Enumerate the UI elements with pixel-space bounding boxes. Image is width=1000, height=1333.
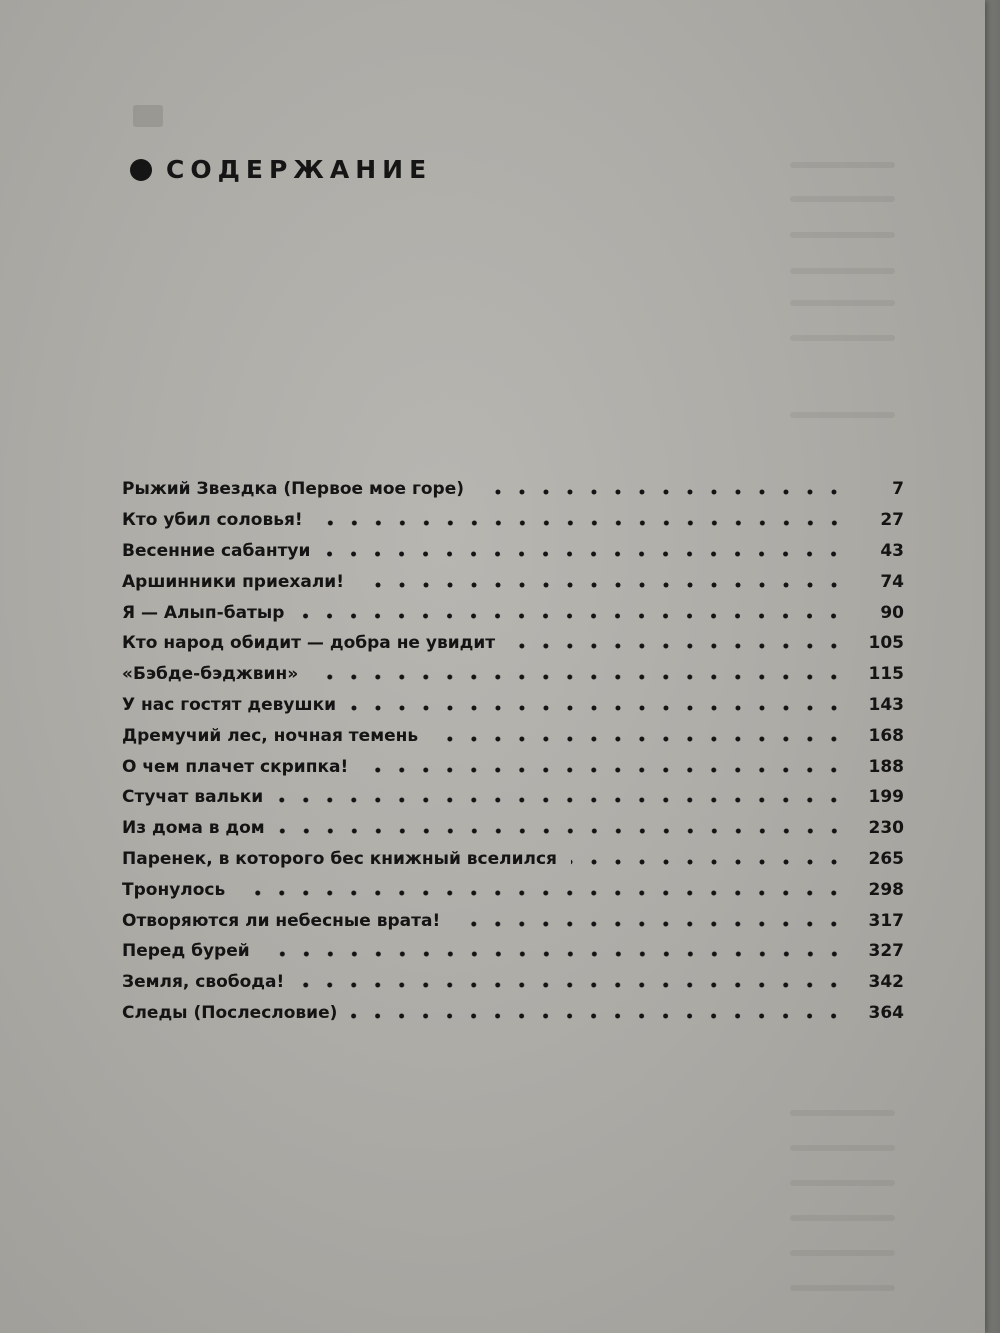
toc-entry-title: У нас гостят девушки (122, 694, 337, 715)
dot-leader (239, 889, 846, 897)
toc-entry (122, 998, 904, 1029)
toc-entry-page: 342 (868, 972, 904, 993)
toc-entry-page: 143 (868, 694, 904, 715)
toc-entry-page: 105 (868, 633, 904, 654)
toc-entry-page: 327 (868, 941, 904, 962)
show-through-line (790, 412, 895, 418)
toc-entry-title: О чем плачет скрипка! (122, 756, 349, 777)
toc-entry (122, 813, 904, 844)
show-through-line (790, 335, 895, 341)
toc-entry-page: 364 (868, 1002, 904, 1023)
toc-entry (122, 659, 904, 690)
dot-leader (350, 704, 846, 712)
dot-leader (454, 920, 846, 928)
toc-entry-title: Перед бурей (122, 941, 250, 962)
show-through-mark (133, 105, 163, 127)
toc-entry-title: Стучат вальки (122, 787, 264, 808)
toc-entry-title: Следы (Послесловие) (122, 1002, 338, 1023)
toc-entry (122, 566, 904, 597)
toc-entry-title: «Бэбде-бэджвин» (122, 664, 299, 685)
contents-heading (130, 155, 432, 184)
toc-entry-page: 199 (868, 787, 904, 808)
dot-leader (312, 673, 846, 681)
toc-entry-title: Кто народ обидит — добра не увидит (122, 633, 496, 654)
toc-entry (122, 505, 904, 536)
dot-leader (277, 796, 846, 804)
toc-entry-page: 74 (880, 571, 904, 592)
toc-entry-title: Дремучий лес, ночная темень (122, 725, 419, 746)
toc-entry (122, 874, 904, 905)
dot-leader (571, 858, 846, 866)
show-through-line (790, 300, 895, 306)
toc-entry (122, 905, 904, 936)
toc-entry-page: 115 (868, 664, 904, 685)
toc-entry-page: 27 (880, 510, 904, 531)
toc-entry (122, 628, 904, 659)
table-of-contents (122, 474, 904, 1028)
toc-entry (122, 536, 904, 567)
toc-entry-page: 90 (880, 602, 904, 623)
dot-leader (264, 950, 846, 958)
show-through-line (790, 1180, 895, 1186)
show-through-line (790, 196, 895, 202)
dot-leader (317, 519, 846, 527)
toc-entry-title: Аршинники приехали! (122, 571, 344, 592)
toc-entry-title: Тронулось (122, 879, 226, 900)
dot-leader (509, 642, 846, 650)
show-through-line (790, 1215, 895, 1221)
toc-entry-title: Я — Алып-батыр (122, 602, 285, 623)
show-through-line (790, 1110, 895, 1116)
toc-entry (122, 782, 904, 813)
dot-leader (362, 766, 846, 774)
show-through-line (790, 1250, 895, 1256)
toc-entry-page: 168 (868, 725, 904, 746)
show-through-line (790, 1285, 895, 1291)
toc-entry-page: 230 (868, 818, 904, 839)
toc-entry-page: 188 (868, 756, 904, 777)
dot-leader (298, 981, 846, 989)
heading-text: СОДЕРЖАНИЕ (166, 155, 433, 184)
dot-leader (324, 550, 846, 558)
toc-entry-page: 43 (880, 540, 904, 561)
toc-entry (122, 936, 904, 967)
bullet-icon (130, 159, 152, 181)
toc-entry (122, 751, 904, 782)
toc-entry-title: Отворяются ли небесные врата! (122, 910, 441, 931)
toc-entry (122, 474, 904, 505)
dot-leader (358, 581, 846, 589)
dot-leader (279, 827, 846, 835)
toc-entry-title: Земля, свобода! (122, 972, 285, 993)
toc-entry (122, 597, 904, 628)
dot-leader (298, 612, 846, 620)
show-through-line (790, 268, 895, 274)
toc-entry-page: 265 (868, 848, 904, 869)
dot-leader (478, 488, 846, 496)
dot-leader (351, 1012, 846, 1020)
show-through-line (790, 232, 895, 238)
show-through-line (790, 1145, 895, 1151)
show-through-line (790, 162, 895, 168)
toc-entry (122, 720, 904, 751)
dot-leader (432, 735, 846, 743)
toc-entry-title: Из дома в дом (122, 818, 265, 839)
toc-entry-page: 298 (868, 879, 904, 900)
toc-entry-title: Весенние сабантуи (122, 540, 311, 561)
toc-entry-page: 7 (892, 479, 904, 500)
toc-entry-title: Паренек, в которого бес книжный вселился (122, 848, 557, 869)
toc-entry (122, 967, 904, 998)
toc-entry-page: 317 (868, 910, 904, 931)
toc-entry (122, 844, 904, 875)
toc-entry-title: Рыжий Звездка (Первое мое горе) (122, 479, 465, 500)
toc-entry (122, 690, 904, 721)
toc-entry-title: Кто убил соловья! (122, 510, 303, 531)
